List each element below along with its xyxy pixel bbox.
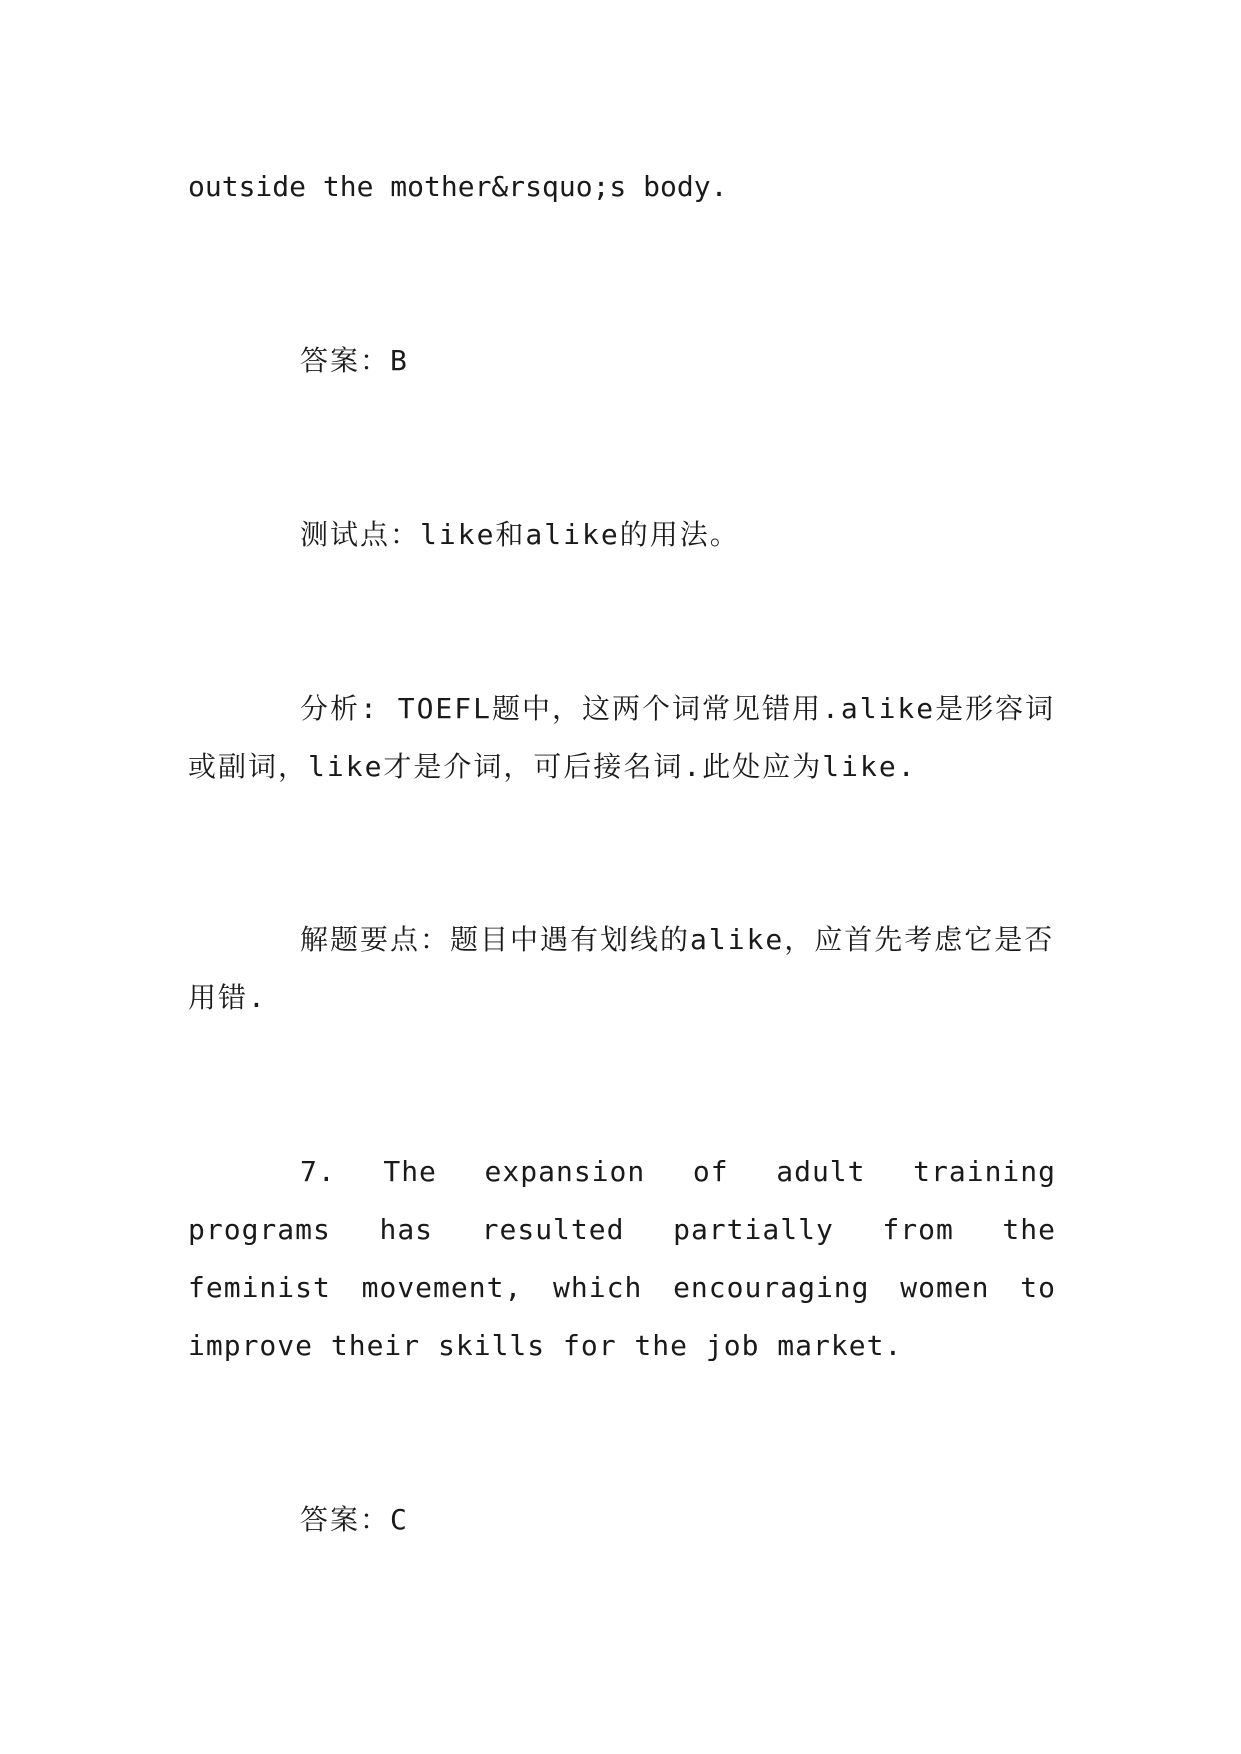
question-7-paragraph: 7. The expansion of adult training programs has resulted partially from the feminist movement, which encouraging women to improve their skills for the job market.: [188, 1155, 1056, 1362]
answer-line: 答案：C: [300, 1503, 409, 1536]
test-point-line: 测试点：like和alike的用法。: [300, 518, 740, 551]
analysis-paragraph: 分析: TOEFL题中，这两个词常见错用.alike是形容词或副词，like才是介词，可后接名词.此处应为like.: [188, 692, 1056, 783]
key-point-paragraph: 解题要点：题目中遇有划线的alike，应首先考虑它是否用错.: [188, 923, 1055, 1014]
answer-line: 答案：B: [300, 344, 409, 377]
text-line-continuation: outside the mother&rsquo;s body.: [188, 170, 728, 203]
